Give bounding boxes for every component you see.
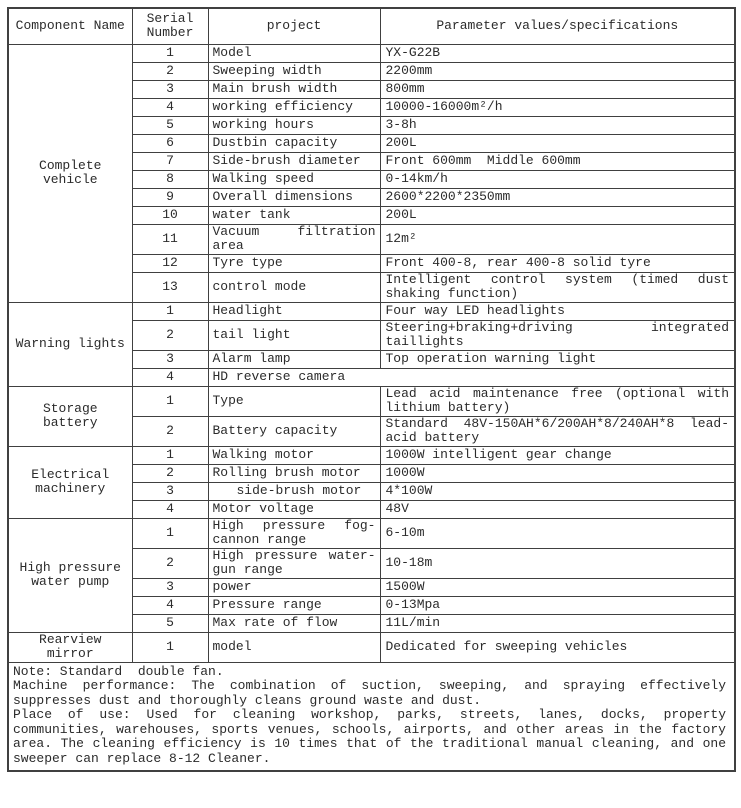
component-cell-high-pressure-water-pump: High pressure water pump (8, 518, 132, 632)
serial-cell: 8 (132, 170, 208, 188)
serial-cell: 5 (132, 614, 208, 632)
value-cell: Front 400-8, rear 400-8 solid tyre (380, 254, 735, 272)
value-cell: Standard 48V-150AH*6/200AH*8/240AH*8 lead-acid battery (380, 416, 735, 446)
project-cell: Max rate of flow (208, 614, 380, 632)
project-cell: Pressure range (208, 596, 380, 614)
serial-cell: 2 (132, 320, 208, 350)
value-cell: YX-G22B (380, 44, 735, 62)
project-cell: Type (208, 386, 380, 416)
serial-cell: 2 (132, 548, 208, 578)
serial-cell: 12 (132, 254, 208, 272)
serial-cell: 3 (132, 80, 208, 98)
project-cell: power (208, 578, 380, 596)
value-cell: Dedicated for sweeping vehicles (380, 632, 735, 662)
note-place-of-use: Place of use: Used for cleaning workshop, parks, streets, lanes, docks, property communities, warehouses, sports venues, schools, airports, and other areas in the factory area. The cleaning efficiency is 10 times that of the traditional manual cleaning, and one sweeper can replace 8-12 Cleaner. (13, 707, 726, 766)
serial-cell: 2 (132, 416, 208, 446)
value-cell: 200L (380, 134, 735, 152)
project-cell: High pressure water-gun range (208, 548, 380, 578)
value-cell: Front 600mm Middle 600mm (380, 152, 735, 170)
value-cell: 11L/min (380, 614, 735, 632)
value-cell: 12m² (380, 224, 735, 254)
project-cell: model (208, 632, 380, 662)
project-cell: working efficiency (208, 98, 380, 116)
serial-cell: 3 (132, 578, 208, 596)
project-cell: Main brush width (208, 80, 380, 98)
serial-cell: 1 (132, 44, 208, 62)
notes-cell (8, 662, 735, 771)
serial-cell: 3 (132, 482, 208, 500)
project-cell: High pressure fog-cannon range (208, 518, 380, 548)
serial-cell: 1 (132, 518, 208, 548)
table-row (8, 518, 735, 548)
serial-cell: 2 (132, 62, 208, 80)
serial-cell: 7 (132, 152, 208, 170)
serial-cell: 1 (132, 302, 208, 320)
project-cell: Walking motor (208, 446, 380, 464)
serial-cell: 6 (132, 134, 208, 152)
table-row (8, 446, 735, 464)
value-cell: Steering+braking+driving integrated taillights (380, 320, 735, 350)
project-cell: Vacuum filtration area (208, 224, 380, 254)
serial-cell: 4 (132, 98, 208, 116)
serial-cell: 1 (132, 446, 208, 464)
value-cell: 800mm (380, 80, 735, 98)
value-cell: Top operation warning light (380, 350, 735, 368)
serial-cell: 4 (132, 368, 208, 386)
project-cell: Alarm lamp (208, 350, 380, 368)
value-cell: 10-18m (380, 548, 735, 578)
serial-cell: 1 (132, 632, 208, 662)
note-standard: Note: Standard double fan. (13, 663, 224, 679)
spec-table (7, 7, 736, 772)
header-project: project (208, 8, 380, 44)
table-row (8, 632, 735, 662)
serial-cell: 5 (132, 116, 208, 134)
project-cell: Model (208, 44, 380, 62)
component-cell-warning-lights: Warning lights (8, 302, 132, 386)
note-machine-performance: Machine performance: The combination of suction, sweeping, and spraying effectively suppresses dust and thoroughly cleans ground waste and dust. (13, 678, 726, 708)
value-cell: 1000W (380, 464, 735, 482)
value-cell: 10000-16000m²/h (380, 98, 735, 116)
project-cell: Sweeping width (208, 62, 380, 80)
value-cell: 48V (380, 500, 735, 518)
value-cell: 4*100W (380, 482, 735, 500)
table-row (8, 44, 735, 62)
component-cell-rearview-mirror: Rearview mirror (8, 632, 132, 662)
component-cell-electrical-machinery: Electrical machinery (8, 446, 132, 518)
serial-cell: 1 (132, 386, 208, 416)
table-row (8, 386, 735, 416)
value-cell: Four way LED headlights (380, 302, 735, 320)
project-cell: Headlight (208, 302, 380, 320)
serial-cell: 4 (132, 500, 208, 518)
value-cell: 200L (380, 206, 735, 224)
project-cell: Rolling brush motor (208, 464, 380, 482)
project-cell: working hours (208, 116, 380, 134)
header-parameter-values: Parameter values/specifications (380, 8, 735, 44)
serial-cell: 3 (132, 350, 208, 368)
component-cell-storage-battery: Storage battery (8, 386, 132, 446)
project-cell: tail light (208, 320, 380, 350)
project-cell: Side-brush diameter (208, 152, 380, 170)
value-cell: 3-8h (380, 116, 735, 134)
serial-cell: 11 (132, 224, 208, 254)
project-cell: Overall dimensions (208, 188, 380, 206)
header-serial-number: Serial Number (132, 8, 208, 44)
project-cell: Battery capacity (208, 416, 380, 446)
header-component-name: Component Name (8, 8, 132, 44)
project-cell: Motor voltage (208, 500, 380, 518)
project-cell: control mode (208, 272, 380, 302)
value-cell: 0-13Mpa (380, 596, 735, 614)
value-cell: 6-10m (380, 518, 735, 548)
project-cell: Dustbin capacity (208, 134, 380, 152)
value-cell: 1000W intelligent gear change (380, 446, 735, 464)
component-cell-complete-vehicle: Complete vehicle (8, 44, 132, 302)
project-cell: Walking speed (208, 170, 380, 188)
table-row (8, 302, 735, 320)
value-cell: Lead acid maintenance free (optional with lithium battery) (380, 386, 735, 416)
value-cell: 1500W (380, 578, 735, 596)
value-cell: 2600*2200*2350mm (380, 188, 735, 206)
serial-cell: 9 (132, 188, 208, 206)
project-cell: Tyre type (208, 254, 380, 272)
serial-cell: 13 (132, 272, 208, 302)
value-cell: Intelligent control system (timed dust shaking function) (380, 272, 735, 302)
notes-row (8, 662, 735, 771)
serial-cell: 10 (132, 206, 208, 224)
value-cell: 2200mm (380, 62, 735, 80)
serial-cell: 2 (132, 464, 208, 482)
project-cell: side-brush motor (208, 482, 380, 500)
value-cell: 0-14km/h (380, 170, 735, 188)
serial-cell: 4 (132, 596, 208, 614)
header-row (8, 8, 735, 44)
project-cell: water tank (208, 206, 380, 224)
project-cell-merged: HD reverse camera (208, 368, 735, 386)
